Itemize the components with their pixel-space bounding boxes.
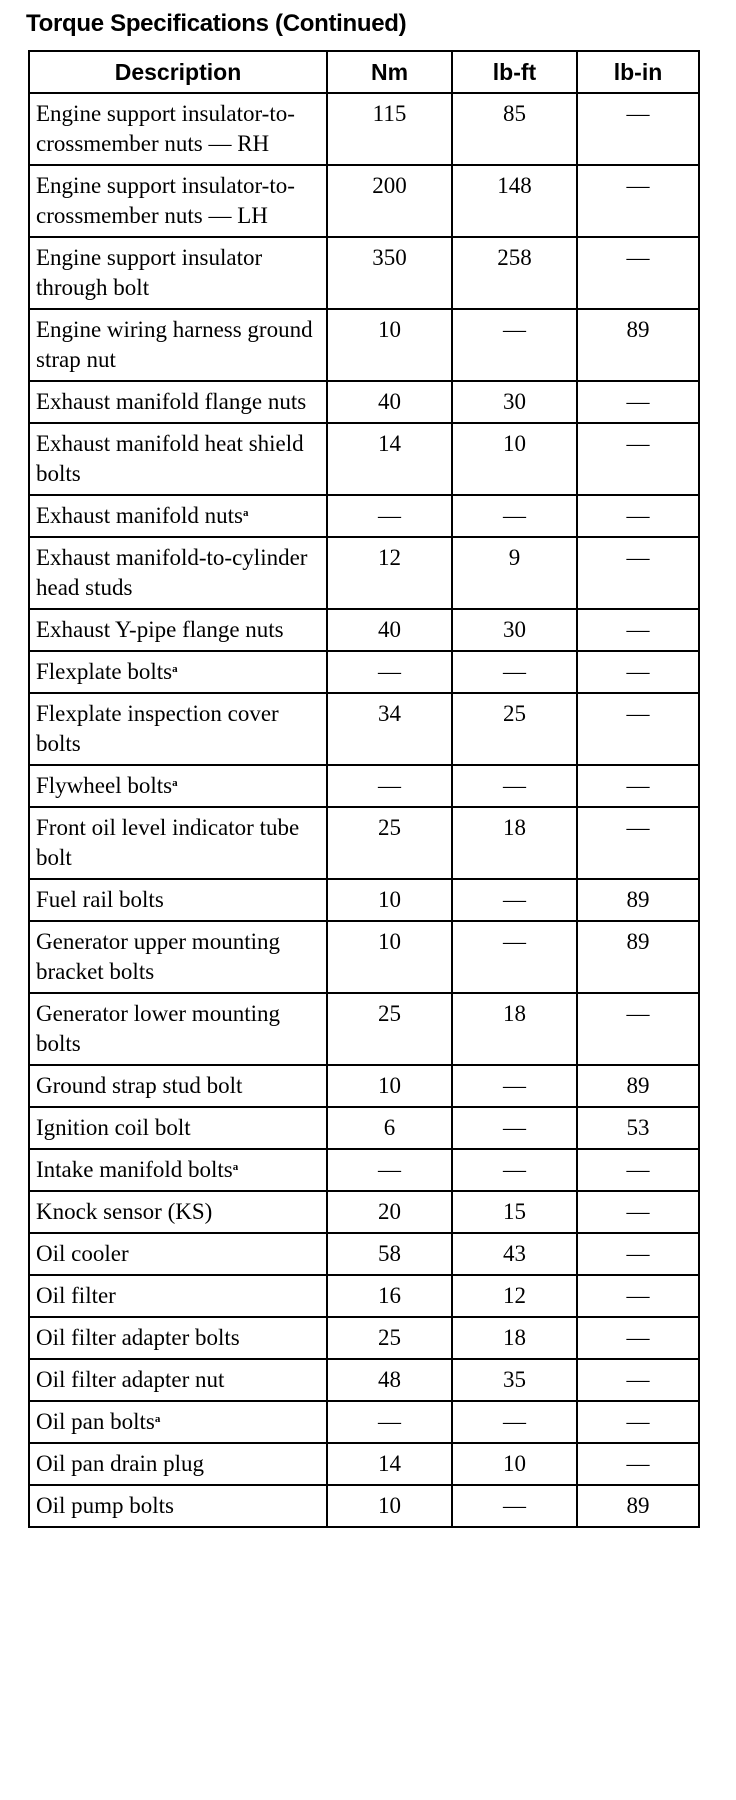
cell-description <box>29 765 327 807</box>
table-row <box>29 693 699 765</box>
description-text: Oil pan drain plug <box>36 1451 204 1476</box>
cell-description <box>29 537 327 609</box>
table-row <box>29 993 699 1065</box>
cell-lbft: 148 <box>452 165 577 237</box>
cell-lbft: — <box>452 921 577 993</box>
cell-lbft: — <box>452 1107 577 1149</box>
description-text: Generator lower mounting bolts <box>36 1001 280 1056</box>
cell-lbin: — <box>577 807 699 879</box>
cell-nm: 10 <box>327 879 452 921</box>
cell-nm: 10 <box>327 309 452 381</box>
cell-nm: — <box>327 495 452 537</box>
cell-description <box>29 1149 327 1191</box>
cell-lbin: 89 <box>577 879 699 921</box>
cell-nm: 25 <box>327 1317 452 1359</box>
cell-nm: 200 <box>327 165 452 237</box>
footnote-marker: a <box>154 1413 161 1425</box>
cell-description <box>29 1317 327 1359</box>
cell-lbin: — <box>577 93 699 165</box>
cell-lbft: 30 <box>452 609 577 651</box>
description-text: Exhaust manifold flange nuts <box>36 389 307 414</box>
description-text: Flexplate inspection cover bolts <box>36 701 279 756</box>
description-text: Oil pan bolts <box>36 1409 155 1434</box>
table-row <box>29 309 699 381</box>
cell-description <box>29 1485 327 1527</box>
description-text: Fuel rail bolts <box>36 887 164 912</box>
description-text: Oil filter adapter bolts <box>36 1325 240 1350</box>
cell-description <box>29 1359 327 1401</box>
cell-lbin: — <box>577 1317 699 1359</box>
table-row <box>29 93 699 165</box>
cell-lbft: — <box>452 651 577 693</box>
cell-lbft: 30 <box>452 381 577 423</box>
description-text: Oil pump bolts <box>36 1493 175 1518</box>
cell-lbft: — <box>452 1485 577 1527</box>
description-text: Oil filter adapter nut <box>36 1367 225 1392</box>
cell-lbft: 43 <box>452 1233 577 1275</box>
cell-nm: — <box>327 651 452 693</box>
table-row <box>29 1107 699 1149</box>
cell-lbft: 258 <box>452 237 577 309</box>
cell-lbin: — <box>577 237 699 309</box>
cell-lbft: 12 <box>452 1275 577 1317</box>
cell-nm: 58 <box>327 1233 452 1275</box>
cell-nm: 350 <box>327 237 452 309</box>
table-row <box>29 1191 699 1233</box>
cell-lbin: 89 <box>577 1485 699 1527</box>
cell-nm: 10 <box>327 1065 452 1107</box>
cell-lbin: 53 <box>577 1107 699 1149</box>
cell-nm: 25 <box>327 993 452 1065</box>
description-text: Knock sensor (KS) <box>36 1199 213 1224</box>
table-row <box>29 237 699 309</box>
cell-nm: 6 <box>327 1107 452 1149</box>
cell-lbft: 10 <box>452 423 577 495</box>
cell-lbin: — <box>577 537 699 609</box>
cell-description <box>29 1443 327 1485</box>
cell-nm: 25 <box>327 807 452 879</box>
cell-lbin: — <box>577 993 699 1065</box>
table-row <box>29 879 699 921</box>
cell-description <box>29 609 327 651</box>
description-text: Flywheel bolts <box>36 773 173 798</box>
cell-nm: 10 <box>327 921 452 993</box>
cell-nm: 40 <box>327 381 452 423</box>
cell-lbin: — <box>577 1233 699 1275</box>
description-text: Exhaust manifold-to-cylinder head studs <box>36 545 308 600</box>
table-row <box>29 1443 699 1485</box>
table-row <box>29 807 699 879</box>
cell-description <box>29 1275 327 1317</box>
cell-nm: 115 <box>327 93 452 165</box>
table-row <box>29 165 699 237</box>
cell-lbin: — <box>577 765 699 807</box>
cell-nm: 10 <box>327 1485 452 1527</box>
description-text: Engine support insulator-to-crossmember nuts — RH <box>36 101 295 156</box>
cell-nm: 48 <box>327 1359 452 1401</box>
description-text: Ground strap stud bolt <box>36 1073 243 1098</box>
description-text: Intake manifold bolts <box>36 1157 233 1182</box>
table-row <box>29 609 699 651</box>
cell-description <box>29 381 327 423</box>
cell-description <box>29 693 327 765</box>
cell-lbin: — <box>577 1359 699 1401</box>
cell-nm: — <box>327 1401 452 1443</box>
cell-lbft: 9 <box>452 537 577 609</box>
column-header-lbft: lb-ft <box>452 51 577 93</box>
cell-lbin: 89 <box>577 921 699 993</box>
description-text: Exhaust manifold nuts <box>36 503 243 528</box>
description-text: Oil filter <box>36 1283 116 1308</box>
cell-lbft: 85 <box>452 93 577 165</box>
cell-description <box>29 423 327 495</box>
cell-description <box>29 879 327 921</box>
cell-lbin: — <box>577 423 699 495</box>
cell-description <box>29 1233 327 1275</box>
description-text: Front oil level indicator tube bolt <box>36 815 300 870</box>
footnote-marker: a <box>172 663 178 675</box>
cell-lbft: 25 <box>452 693 577 765</box>
cell-lbin: — <box>577 1401 699 1443</box>
table-row <box>29 381 699 423</box>
cell-lbin: — <box>577 165 699 237</box>
cell-lbft: — <box>452 495 577 537</box>
description-text: Ignition coil bolt <box>36 1115 191 1140</box>
column-header-lbin: lb-in <box>577 51 699 93</box>
cell-nm: 14 <box>327 423 452 495</box>
table-row <box>29 1149 699 1191</box>
table-row <box>29 1485 699 1527</box>
table-row <box>29 537 699 609</box>
cell-description <box>29 651 327 693</box>
cell-nm: 16 <box>327 1275 452 1317</box>
cell-lbft: — <box>452 1065 577 1107</box>
cell-lbft: — <box>452 879 577 921</box>
cell-description <box>29 165 327 237</box>
cell-lbft: 10 <box>452 1443 577 1485</box>
cell-description <box>29 1065 327 1107</box>
description-text: Exhaust Y-pipe flange nuts <box>36 617 284 642</box>
table-row <box>29 1401 699 1443</box>
table-row <box>29 765 699 807</box>
cell-lbft: 18 <box>452 807 577 879</box>
cell-lbin: — <box>577 1275 699 1317</box>
cell-lbft: 35 <box>452 1359 577 1401</box>
cell-nm: 40 <box>327 609 452 651</box>
table-row <box>29 423 699 495</box>
description-text: Oil cooler <box>36 1241 129 1266</box>
description-text: Engine support insulator-to-crossmember nuts — LH <box>36 173 295 228</box>
footnote-marker: a <box>172 777 178 789</box>
cell-lbin: — <box>577 609 699 651</box>
footnote-marker: a <box>242 507 249 519</box>
header-row <box>29 51 699 93</box>
column-header-nm: Nm <box>327 51 452 93</box>
cell-description <box>29 237 327 309</box>
cell-lbin: — <box>577 1149 699 1191</box>
table-row <box>29 495 699 537</box>
cell-lbin: — <box>577 495 699 537</box>
cell-lbin: — <box>577 381 699 423</box>
table-row <box>29 1233 699 1275</box>
cell-nm: 12 <box>327 537 452 609</box>
cell-lbin: — <box>577 1191 699 1233</box>
cell-description <box>29 993 327 1065</box>
cell-description <box>29 1191 327 1233</box>
table-row <box>29 921 699 993</box>
cell-lbin: — <box>577 693 699 765</box>
cell-description <box>29 93 327 165</box>
cell-description <box>29 1401 327 1443</box>
cell-description <box>29 1107 327 1149</box>
cell-nm: 20 <box>327 1191 452 1233</box>
table-header <box>29 51 699 93</box>
description-text: Engine support insulator through bolt <box>36 245 263 300</box>
table-body <box>29 93 699 1527</box>
description-text: Flexplate bolts <box>36 659 173 684</box>
cell-lbft: — <box>452 765 577 807</box>
cell-description <box>29 921 327 993</box>
cell-nm: 34 <box>327 693 452 765</box>
cell-lbft: 15 <box>452 1191 577 1233</box>
cell-lbin: — <box>577 1443 699 1485</box>
cell-nm: 14 <box>327 1443 452 1485</box>
cell-lbin: 89 <box>577 309 699 381</box>
cell-lbft: 18 <box>452 993 577 1065</box>
description-text: Generator upper mounting bracket bolts <box>36 929 280 984</box>
cell-lbin: — <box>577 651 699 693</box>
torque-spec-table <box>28 50 700 1528</box>
page-title: Torque Specifications (Continued) <box>26 10 407 37</box>
cell-lbft: — <box>452 309 577 381</box>
footnote-marker: a <box>232 1161 239 1173</box>
table-row <box>29 1065 699 1107</box>
description-text: Exhaust manifold heat shield bolts <box>36 431 304 486</box>
cell-lbft: — <box>452 1149 577 1191</box>
cell-nm: — <box>327 765 452 807</box>
column-header-description: Description <box>29 51 327 93</box>
cell-lbft: — <box>452 1401 577 1443</box>
description-text: Engine wiring harness ground strap nut <box>36 317 313 372</box>
cell-description <box>29 807 327 879</box>
table-row <box>29 651 699 693</box>
table-row <box>29 1275 699 1317</box>
cell-description <box>29 495 327 537</box>
cell-lbft: 18 <box>452 1317 577 1359</box>
table-row <box>29 1359 699 1401</box>
table-row <box>29 1317 699 1359</box>
cell-lbin: 89 <box>577 1065 699 1107</box>
cell-description <box>29 309 327 381</box>
cell-nm: — <box>327 1149 452 1191</box>
